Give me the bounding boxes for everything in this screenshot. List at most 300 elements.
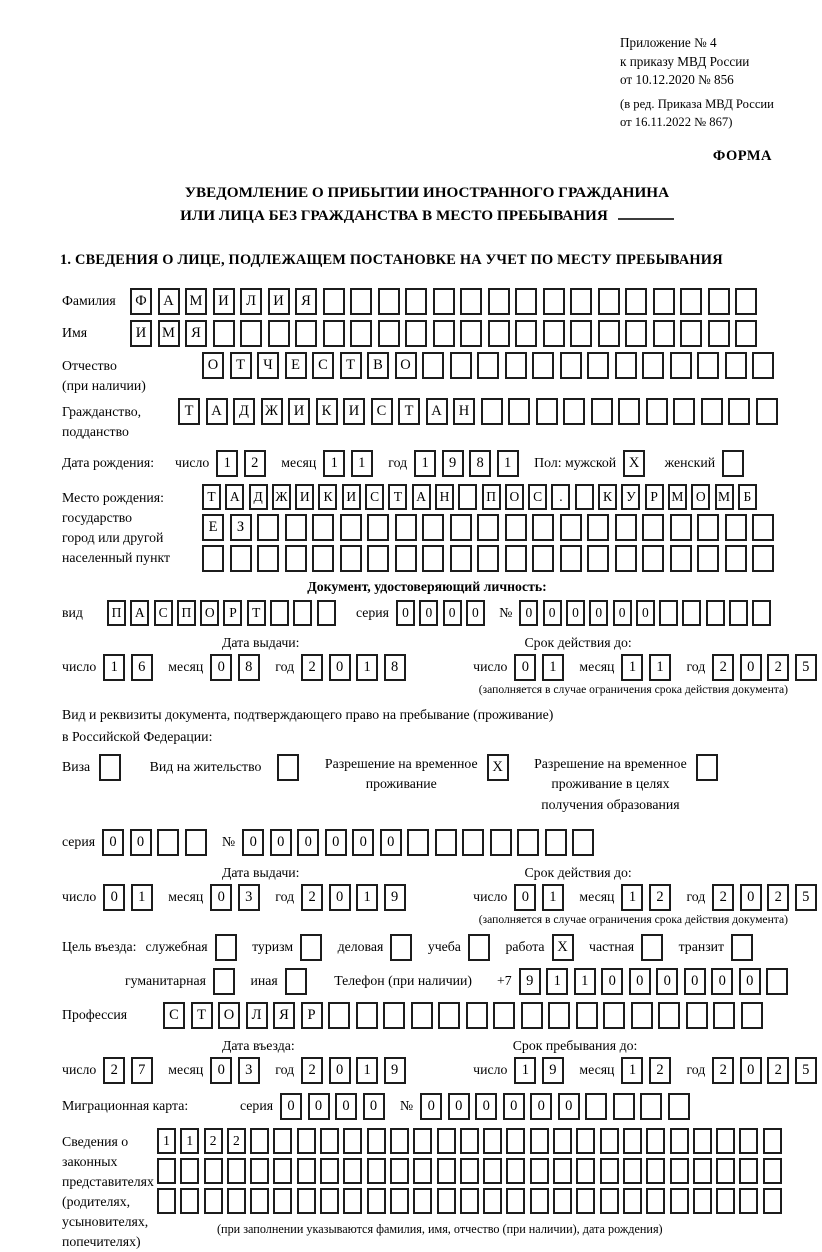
guardians-cell[interactable]: [437, 1188, 456, 1214]
guardians-cell[interactable]: [320, 1128, 339, 1154]
given-name-cell[interactable]: [350, 320, 372, 347]
permit-valid-year-cell[interactable]: 0: [740, 884, 762, 911]
birth-place-cell[interactable]: [615, 514, 637, 541]
guardians-cell[interactable]: [576, 1128, 595, 1154]
birth-place-cell[interactable]: И: [295, 484, 314, 510]
guardians-cell[interactable]: [716, 1128, 735, 1154]
birth-place-cell[interactable]: [670, 514, 692, 541]
surname-cell[interactable]: [488, 288, 510, 315]
doc-number-cell[interactable]: [706, 600, 725, 626]
doc-issue-year-cell[interactable]: 0: [329, 654, 351, 681]
citizenship-cell[interactable]: А: [206, 398, 228, 425]
guardians-cell[interactable]: [250, 1128, 269, 1154]
patronymic-cell[interactable]: [642, 352, 664, 379]
surname-cell[interactable]: [543, 288, 565, 315]
doc-valid-year-cell[interactable]: 2: [767, 654, 789, 681]
birth-day-cell[interactable]: 2: [244, 450, 266, 477]
given-name-cell[interactable]: [240, 320, 262, 347]
doc-seriya-cell[interactable]: 0: [443, 600, 462, 626]
profession-cell[interactable]: [658, 1002, 680, 1029]
permit-number-cell[interactable]: 0: [270, 829, 292, 856]
guardians-cell[interactable]: [227, 1158, 246, 1184]
doc-type-cell[interactable]: А: [130, 600, 149, 626]
guardians-cell[interactable]: [576, 1158, 595, 1184]
patronymic-cell[interactable]: Т: [230, 352, 252, 379]
guardians-cell[interactable]: [413, 1188, 432, 1214]
guardians-cell[interactable]: [180, 1158, 199, 1184]
permit-issue-year-cell[interactable]: 2: [301, 884, 323, 911]
doc-valid-year-cell[interactable]: 2: [712, 654, 734, 681]
birth-place-cell[interactable]: [230, 545, 252, 572]
surname-cell[interactable]: [405, 288, 427, 315]
given-name-cell[interactable]: И: [130, 320, 152, 347]
given-name-cell[interactable]: [708, 320, 730, 347]
guardians-cell[interactable]: [437, 1158, 456, 1184]
mc-number-cell[interactable]: 0: [420, 1093, 442, 1120]
permit-valid-year-cell[interactable]: 2: [767, 884, 789, 911]
birth-place-cell[interactable]: [697, 545, 719, 572]
birth-place-cell[interactable]: .: [551, 484, 570, 510]
doc-type-cell[interactable]: Р: [223, 600, 242, 626]
mc-number-cell[interactable]: 0: [448, 1093, 470, 1120]
guardians-cell[interactable]: [157, 1158, 176, 1184]
given-name-cell[interactable]: [433, 320, 455, 347]
surname-cell[interactable]: [653, 288, 675, 315]
permit-number-cell[interactable]: [517, 829, 539, 856]
stay-year-cell[interactable]: 2: [712, 1057, 734, 1084]
guardians-cell[interactable]: [437, 1128, 456, 1154]
birth-place-cell[interactable]: С: [365, 484, 384, 510]
permit-issue-month-cell[interactable]: 3: [238, 884, 260, 911]
entry-month-cell[interactable]: 3: [238, 1057, 260, 1084]
patronymic-cell[interactable]: С: [312, 352, 334, 379]
birth-year-cell[interactable]: 1: [497, 450, 519, 477]
profession-cell[interactable]: [631, 1002, 653, 1029]
purpose-other-checkbox[interactable]: [285, 968, 307, 995]
guardians-cell[interactable]: [343, 1158, 362, 1184]
permit-seriya-cell[interactable]: [185, 829, 207, 856]
birth-month-cell[interactable]: 1: [323, 450, 345, 477]
patronymic-cell[interactable]: [670, 352, 692, 379]
citizenship-cell[interactable]: [563, 398, 585, 425]
birth-place-cell[interactable]: [587, 545, 609, 572]
guardians-cell[interactable]: [157, 1188, 176, 1214]
guardians-cell[interactable]: [367, 1158, 386, 1184]
birth-place-cell[interactable]: [477, 545, 499, 572]
permit-valid-year-cell[interactable]: 2: [712, 884, 734, 911]
guardians-cell[interactable]: [460, 1188, 479, 1214]
given-name-cell[interactable]: [515, 320, 537, 347]
given-name-cell[interactable]: [625, 320, 647, 347]
entry-month-cell[interactable]: 0: [210, 1057, 232, 1084]
guardians-cell[interactable]: [506, 1158, 525, 1184]
patronymic-cell[interactable]: [615, 352, 637, 379]
patronymic-cell[interactable]: [532, 352, 554, 379]
entry-year-cell[interactable]: 9: [384, 1057, 406, 1084]
guardians-cell[interactable]: [553, 1158, 572, 1184]
citizenship-cell[interactable]: [701, 398, 723, 425]
doc-seriya-cell[interactable]: 0: [419, 600, 438, 626]
patronymic-cell[interactable]: В: [367, 352, 389, 379]
birth-place-cell[interactable]: [615, 545, 637, 572]
birth-place-cell[interactable]: [395, 514, 417, 541]
permit-number-cell[interactable]: [572, 829, 594, 856]
birth-place-cell[interactable]: Н: [435, 484, 454, 510]
citizenship-cell[interactable]: [646, 398, 668, 425]
guardians-cell[interactable]: [506, 1128, 525, 1154]
permit-number-cell[interactable]: [490, 829, 512, 856]
birth-place-cell[interactable]: [312, 545, 334, 572]
permit-issue-year-cell[interactable]: 9: [384, 884, 406, 911]
birth-place-cell[interactable]: М: [668, 484, 687, 510]
given-name-cell[interactable]: [570, 320, 592, 347]
doc-valid-day-cell[interactable]: 0: [514, 654, 536, 681]
birth-place-cell[interactable]: Д: [249, 484, 268, 510]
guardians-cell[interactable]: [739, 1128, 758, 1154]
guardians-cell[interactable]: [646, 1158, 665, 1184]
citizenship-cell[interactable]: [508, 398, 530, 425]
guardians-cell[interactable]: [227, 1188, 246, 1214]
profession-cell[interactable]: [328, 1002, 350, 1029]
birth-place-cell[interactable]: [458, 484, 477, 510]
birth-place-cell[interactable]: [422, 514, 444, 541]
citizenship-cell[interactable]: [673, 398, 695, 425]
citizenship-cell[interactable]: [481, 398, 503, 425]
phone-cell[interactable]: 0: [629, 968, 651, 995]
birth-place-cell[interactable]: Б: [738, 484, 757, 510]
birth-year-cell[interactable]: 9: [442, 450, 464, 477]
permit-number-cell[interactable]: 0: [380, 829, 402, 856]
birth-place-cell[interactable]: [312, 514, 334, 541]
given-name-cell[interactable]: [460, 320, 482, 347]
guardians-cell[interactable]: [763, 1188, 782, 1214]
guardians-cell[interactable]: [600, 1188, 619, 1214]
surname-cell[interactable]: М: [185, 288, 207, 315]
guardians-cell[interactable]: [716, 1158, 735, 1184]
surname-cell[interactable]: Ф: [130, 288, 152, 315]
patronymic-cell[interactable]: [752, 352, 774, 379]
guardians-cell[interactable]: [273, 1158, 292, 1184]
doc-number-cell[interactable]: 0: [589, 600, 608, 626]
patronymic-cell[interactable]: О: [395, 352, 417, 379]
guardians-cell[interactable]: [297, 1158, 316, 1184]
guardians-cell[interactable]: [483, 1188, 502, 1214]
profession-cell[interactable]: [521, 1002, 543, 1029]
guardians-cell[interactable]: [530, 1128, 549, 1154]
stay-year-cell[interactable]: 5: [795, 1057, 817, 1084]
birth-place-cell[interactable]: [642, 514, 664, 541]
purpose-private-checkbox[interactable]: [641, 934, 663, 961]
mc-seriya-cell[interactable]: 0: [363, 1093, 385, 1120]
birth-place-cell[interactable]: [257, 545, 279, 572]
birth-place-cell[interactable]: [670, 545, 692, 572]
doc-number-cell[interactable]: [752, 600, 771, 626]
permit-seriya-cell[interactable]: [157, 829, 179, 856]
patronymic-cell[interactable]: [422, 352, 444, 379]
profession-cell[interactable]: [438, 1002, 460, 1029]
guardians-cell[interactable]: [623, 1188, 642, 1214]
patronymic-cell[interactable]: [587, 352, 609, 379]
mc-number-cell[interactable]: [585, 1093, 607, 1120]
guardians-cell[interactable]: [716, 1188, 735, 1214]
birth-place-cell[interactable]: [367, 545, 389, 572]
phone-cell[interactable]: 0: [711, 968, 733, 995]
guardians-cell[interactable]: [553, 1128, 572, 1154]
citizenship-cell[interactable]: И: [343, 398, 365, 425]
guardians-cell[interactable]: [739, 1158, 758, 1184]
guardians-cell[interactable]: [204, 1158, 223, 1184]
birth-place-cell[interactable]: А: [225, 484, 244, 510]
guardians-cell[interactable]: [483, 1158, 502, 1184]
guardians-cell[interactable]: [483, 1128, 502, 1154]
given-name-cell[interactable]: [653, 320, 675, 347]
given-name-cell[interactable]: [543, 320, 565, 347]
surname-cell[interactable]: [680, 288, 702, 315]
birth-place-cell[interactable]: Т: [202, 484, 221, 510]
mc-number-cell[interactable]: [640, 1093, 662, 1120]
birth-place-cell[interactable]: [202, 545, 224, 572]
purpose-work-checkbox[interactable]: X: [552, 934, 574, 961]
birth-place-cell[interactable]: У: [621, 484, 640, 510]
doc-type-cell[interactable]: [293, 600, 312, 626]
permit-number-cell[interactable]: [462, 829, 484, 856]
birth-place-cell[interactable]: [505, 514, 527, 541]
stay-day-cell[interactable]: 9: [542, 1057, 564, 1084]
permit-issue-year-cell[interactable]: 0: [329, 884, 351, 911]
guardians-cell[interactable]: [320, 1188, 339, 1214]
permit-issue-day-cell[interactable]: 0: [103, 884, 125, 911]
birth-place-cell[interactable]: О: [505, 484, 524, 510]
guardians-cell[interactable]: [367, 1128, 386, 1154]
patronymic-cell[interactable]: О: [202, 352, 224, 379]
doc-type-cell[interactable]: Т: [247, 600, 266, 626]
guardians-cell[interactable]: 2: [204, 1128, 223, 1154]
residence-permit-checkbox[interactable]: [277, 754, 299, 781]
given-name-cell[interactable]: [735, 320, 757, 347]
birth-place-cell[interactable]: [560, 545, 582, 572]
surname-cell[interactable]: [323, 288, 345, 315]
citizenship-cell[interactable]: С: [371, 398, 393, 425]
guardians-cell[interactable]: [343, 1128, 362, 1154]
mc-number-cell[interactable]: [613, 1093, 635, 1120]
stay-month-cell[interactable]: 2: [649, 1057, 671, 1084]
birth-place-cell[interactable]: [505, 545, 527, 572]
entry-day-cell[interactable]: 2: [103, 1057, 125, 1084]
birth-place-cell[interactable]: О: [691, 484, 710, 510]
mc-seriya-cell[interactable]: 0: [280, 1093, 302, 1120]
birth-place-cell[interactable]: [257, 514, 279, 541]
phone-cell[interactable]: 1: [574, 968, 596, 995]
permit-number-cell[interactable]: 0: [325, 829, 347, 856]
sex-male-checkbox[interactable]: X: [623, 450, 645, 477]
given-name-cell[interactable]: М: [158, 320, 180, 347]
permit-valid-year-cell[interactable]: 5: [795, 884, 817, 911]
entry-day-cell[interactable]: 7: [131, 1057, 153, 1084]
purpose-tourism-checkbox[interactable]: [300, 934, 322, 961]
doc-number-cell[interactable]: 0: [636, 600, 655, 626]
profession-cell[interactable]: [713, 1002, 735, 1029]
patronymic-cell[interactable]: [697, 352, 719, 379]
guardians-cell[interactable]: [180, 1188, 199, 1214]
birth-month-cell[interactable]: 1: [351, 450, 373, 477]
birth-place-cell[interactable]: [395, 545, 417, 572]
guardians-cell[interactable]: [693, 1128, 712, 1154]
permit-issue-day-cell[interactable]: 1: [131, 884, 153, 911]
surname-cell[interactable]: [735, 288, 757, 315]
surname-cell[interactable]: Л: [240, 288, 262, 315]
birth-place-cell[interactable]: [340, 545, 362, 572]
profession-cell[interactable]: [356, 1002, 378, 1029]
guardians-cell[interactable]: [763, 1128, 782, 1154]
given-name-cell[interactable]: [268, 320, 290, 347]
profession-cell[interactable]: С: [163, 1002, 185, 1029]
guardians-cell[interactable]: [343, 1188, 362, 1214]
purpose-humanitarian-checkbox[interactable]: [213, 968, 235, 995]
citizenship-cell[interactable]: Т: [178, 398, 200, 425]
birth-place-cell[interactable]: [477, 514, 499, 541]
birth-place-cell[interactable]: Е: [202, 514, 224, 541]
guardians-cell[interactable]: [670, 1158, 689, 1184]
given-name-cell[interactable]: [680, 320, 702, 347]
doc-type-cell[interactable]: [270, 600, 289, 626]
guardians-cell[interactable]: [763, 1158, 782, 1184]
guardians-cell[interactable]: 2: [227, 1128, 246, 1154]
birth-place-cell[interactable]: [285, 545, 307, 572]
phone-cell[interactable]: 0: [656, 968, 678, 995]
birth-place-cell[interactable]: [752, 514, 774, 541]
doc-seriya-cell[interactable]: 0: [396, 600, 415, 626]
mc-number-cell[interactable]: [668, 1093, 690, 1120]
mc-seriya-cell[interactable]: 0: [335, 1093, 357, 1120]
birth-place-cell[interactable]: З: [230, 514, 252, 541]
surname-cell[interactable]: [625, 288, 647, 315]
citizenship-cell[interactable]: [536, 398, 558, 425]
birth-place-cell[interactable]: [697, 514, 719, 541]
profession-cell[interactable]: [741, 1002, 763, 1029]
doc-number-cell[interactable]: 0: [566, 600, 585, 626]
stay-month-cell[interactable]: 1: [621, 1057, 643, 1084]
doc-issue-year-cell[interactable]: 8: [384, 654, 406, 681]
given-name-cell[interactable]: [405, 320, 427, 347]
permit-number-cell[interactable]: [407, 829, 429, 856]
birth-year-cell[interactable]: 1: [414, 450, 436, 477]
guardians-cell[interactable]: [460, 1128, 479, 1154]
birth-place-cell[interactable]: [575, 484, 594, 510]
given-name-cell[interactable]: Я: [185, 320, 207, 347]
surname-cell[interactable]: А: [158, 288, 180, 315]
guardians-cell[interactable]: [693, 1188, 712, 1214]
birth-place-cell[interactable]: П: [482, 484, 501, 510]
guardians-cell[interactable]: [413, 1158, 432, 1184]
surname-cell[interactable]: [708, 288, 730, 315]
surname-cell[interactable]: [460, 288, 482, 315]
doc-valid-year-cell[interactable]: 5: [795, 654, 817, 681]
purpose-business-checkbox[interactable]: [390, 934, 412, 961]
permit-number-cell[interactable]: 0: [352, 829, 374, 856]
guardians-cell[interactable]: [413, 1128, 432, 1154]
birth-place-cell[interactable]: [725, 514, 747, 541]
birth-place-cell[interactable]: [340, 514, 362, 541]
doc-issue-day-cell[interactable]: 1: [103, 654, 125, 681]
guardians-cell[interactable]: [390, 1128, 409, 1154]
surname-cell[interactable]: [350, 288, 372, 315]
birth-place-cell[interactable]: [642, 545, 664, 572]
guardians-cell[interactable]: [390, 1158, 409, 1184]
permit-number-cell[interactable]: [435, 829, 457, 856]
patronymic-cell[interactable]: Ч: [257, 352, 279, 379]
purpose-official-checkbox[interactable]: [215, 934, 237, 961]
purpose-study-checkbox[interactable]: [468, 934, 490, 961]
guardians-cell[interactable]: [623, 1128, 642, 1154]
doc-number-cell[interactable]: 0: [613, 600, 632, 626]
doc-type-cell[interactable]: О: [200, 600, 219, 626]
guardians-cell[interactable]: [739, 1188, 758, 1214]
citizenship-cell[interactable]: К: [316, 398, 338, 425]
guardians-cell[interactable]: [553, 1188, 572, 1214]
citizenship-cell[interactable]: Т: [398, 398, 420, 425]
given-name-cell[interactable]: [323, 320, 345, 347]
permit-issue-month-cell[interactable]: 0: [210, 884, 232, 911]
citizenship-cell[interactable]: Д: [233, 398, 255, 425]
stay-day-cell[interactable]: 1: [514, 1057, 536, 1084]
birth-place-cell[interactable]: Р: [645, 484, 664, 510]
phone-cell[interactable]: 0: [601, 968, 623, 995]
citizenship-cell[interactable]: [728, 398, 750, 425]
guardians-cell[interactable]: [250, 1158, 269, 1184]
patronymic-cell[interactable]: [725, 352, 747, 379]
phone-cell[interactable]: 0: [684, 968, 706, 995]
doc-number-cell[interactable]: 0: [519, 600, 538, 626]
profession-cell[interactable]: [411, 1002, 433, 1029]
surname-cell[interactable]: [598, 288, 620, 315]
rvp-education-checkbox[interactable]: [696, 754, 718, 781]
doc-type-cell[interactable]: [317, 600, 336, 626]
guardians-cell[interactable]: [204, 1188, 223, 1214]
entry-year-cell[interactable]: 0: [329, 1057, 351, 1084]
guardians-cell[interactable]: [670, 1188, 689, 1214]
profession-cell[interactable]: [576, 1002, 598, 1029]
mc-number-cell[interactable]: 0: [530, 1093, 552, 1120]
guardians-cell[interactable]: [530, 1158, 549, 1184]
phone-cell[interactable]: [766, 968, 788, 995]
surname-cell[interactable]: И: [268, 288, 290, 315]
stay-year-cell[interactable]: 0: [740, 1057, 762, 1084]
citizenship-cell[interactable]: [756, 398, 778, 425]
profession-cell[interactable]: Я: [273, 1002, 295, 1029]
doc-number-cell[interactable]: [682, 600, 701, 626]
profession-cell[interactable]: [493, 1002, 515, 1029]
mc-number-cell[interactable]: 0: [475, 1093, 497, 1120]
guardians-cell[interactable]: [600, 1128, 619, 1154]
doc-valid-month-cell[interactable]: 1: [649, 654, 671, 681]
permit-number-cell[interactable]: 0: [242, 829, 264, 856]
given-name-cell[interactable]: [488, 320, 510, 347]
birth-year-cell[interactable]: 8: [469, 450, 491, 477]
entry-year-cell[interactable]: 1: [356, 1057, 378, 1084]
birth-place-cell[interactable]: [587, 514, 609, 541]
birth-place-cell[interactable]: К: [598, 484, 617, 510]
citizenship-cell[interactable]: И: [288, 398, 310, 425]
citizenship-cell[interactable]: [618, 398, 640, 425]
guardians-cell[interactable]: [390, 1188, 409, 1214]
permit-seriya-cell[interactable]: 0: [102, 829, 124, 856]
doc-number-cell[interactable]: [729, 600, 748, 626]
birth-place-cell[interactable]: С: [528, 484, 547, 510]
doc-issue-month-cell[interactable]: 8: [238, 654, 260, 681]
guardians-cell[interactable]: [600, 1158, 619, 1184]
doc-issue-month-cell[interactable]: 0: [210, 654, 232, 681]
guardians-cell[interactable]: [320, 1158, 339, 1184]
